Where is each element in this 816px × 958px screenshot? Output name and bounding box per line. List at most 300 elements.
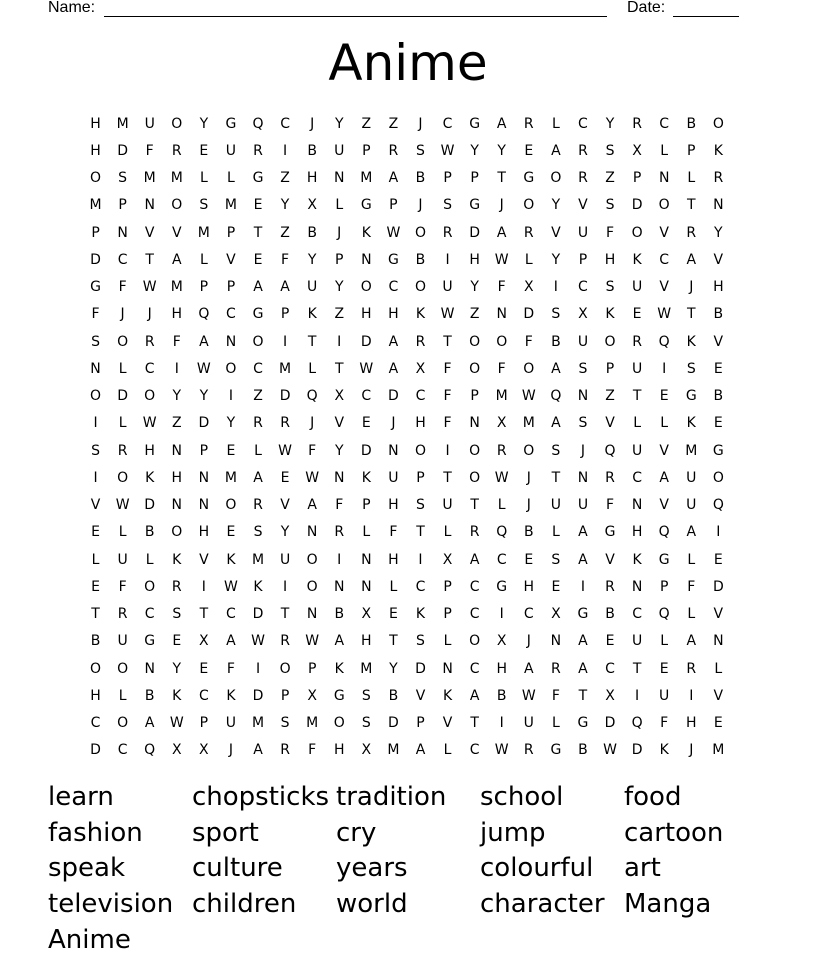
grid-cell[interactable]: T [470,497,479,514]
grid-cell[interactable]: X [523,279,534,296]
grid-cell[interactable]: X [307,687,317,704]
grid-cell[interactable]: V [226,251,236,268]
grid-cell[interactable]: X [334,388,345,405]
grid-cell[interactable]: T [145,251,154,268]
grid-cell[interactable]: X [307,197,317,214]
grid-cell[interactable]: U [659,687,670,704]
grid-cell[interactable]: S [91,333,100,350]
grid-cell[interactable]: N [631,578,643,595]
grid-cell[interactable]: Z [361,115,372,132]
grid-cell[interactable]: C [659,251,670,268]
grid-cell[interactable]: K [361,469,371,486]
grid-cell[interactable]: B [307,224,317,241]
grid-cell[interactable]: B [415,251,426,268]
grid-cell[interactable]: A [551,142,561,159]
grid-cell[interactable]: O [550,170,562,187]
grid-cell[interactable]: O [306,551,318,568]
grid-cell[interactable]: Z [280,170,290,187]
grid-cell[interactable]: H [361,306,372,323]
grid-cell[interactable]: F [497,279,506,296]
grid-cell[interactable]: H [388,497,399,514]
grid-cell[interactable]: L [308,360,317,377]
grid-cell[interactable]: T [551,469,561,486]
grid-cell[interactable]: T [578,687,588,704]
grid-cell[interactable]: J [499,197,504,214]
grid-cell[interactable]: X [605,687,615,704]
grid-cell[interactable]: J [418,115,423,132]
grid-cell[interactable]: I [228,388,233,405]
grid-cell[interactable]: L [660,633,669,650]
grid-cell[interactable]: R [713,170,724,187]
grid-cell[interactable]: D [523,306,535,323]
grid-cell[interactable]: Y [334,279,344,296]
grid-cell[interactable]: F [172,333,181,350]
grid-cell[interactable]: L [551,524,560,541]
grid-cell[interactable]: V [578,197,588,214]
grid-cell[interactable]: N [442,660,453,677]
grid-cell[interactable]: G [604,524,616,541]
grid-cell[interactable]: W [494,742,509,759]
grid-cell[interactable]: G [225,115,237,132]
grid-cell[interactable]: J [120,306,125,323]
grid-cell[interactable]: F [335,497,344,514]
grid-cell[interactable]: D [631,742,643,759]
grid-cell[interactable]: W [115,497,130,514]
grid-cell[interactable]: I [174,360,179,377]
grid-cell[interactable]: R [117,606,128,623]
grid-cell[interactable]: L [118,360,127,377]
grid-cell[interactable]: N [388,442,399,459]
grid-cell[interactable]: C [632,606,642,623]
grid-cell[interactable]: L [660,142,669,159]
grid-cell[interactable]: S [416,633,425,650]
grid-cell[interactable]: A [253,279,263,296]
grid-cell[interactable]: O [712,469,724,486]
grid-cell[interactable]: F [308,742,317,759]
grid-cell[interactable]: R [523,115,534,132]
grid-cell[interactable]: G [658,551,670,568]
grid-cell[interactable]: R [578,170,588,187]
grid-cell[interactable]: U [225,142,237,159]
grid-cell[interactable]: M [306,715,319,732]
grid-cell[interactable]: Q [144,742,156,759]
grid-cell[interactable]: W [521,388,536,405]
grid-cell[interactable]: E [632,306,642,323]
grid-cell[interactable]: A [144,715,155,732]
grid-cell[interactable]: K [226,687,236,704]
grid-cell[interactable]: H [198,524,210,541]
grid-cell[interactable]: E [199,142,209,159]
grid-cell[interactable]: S [578,415,588,432]
grid-cell[interactable]: U [117,551,128,568]
grid-cell[interactable]: V [659,497,669,514]
grid-cell[interactable]: B [713,388,724,405]
grid-cell[interactable]: T [632,660,642,677]
grid-cell[interactable]: M [170,170,183,187]
grid-cell[interactable]: I [716,524,721,541]
grid-cell[interactable]: E [199,660,209,677]
grid-cell[interactable]: D [360,442,372,459]
grid-cell[interactable]: E [253,251,263,268]
grid-cell[interactable]: C [226,606,236,623]
grid-cell[interactable]: N [334,469,345,486]
grid-cell[interactable]: R [253,415,263,432]
grid-cell[interactable]: A [334,633,345,650]
grid-cell[interactable]: E [659,660,669,677]
grid-cell[interactable]: B [578,742,588,759]
grid-cell[interactable]: G [333,687,345,704]
grid-cell[interactable]: R [686,224,697,241]
grid-cell[interactable]: H [144,442,155,459]
grid-cell[interactable]: S [551,442,561,459]
grid-cell[interactable]: N [144,197,155,214]
grid-cell[interactable]: S [605,279,615,296]
grid-cell[interactable]: P [280,687,290,704]
grid-cell[interactable]: O [414,224,426,241]
grid-cell[interactable]: D [252,606,264,623]
grid-cell[interactable]: U [631,442,643,459]
grid-cell[interactable]: D [388,388,399,405]
grid-cell[interactable]: I [255,660,261,677]
grid-cell[interactable]: K [659,742,669,759]
grid-cell[interactable]: D [117,388,128,405]
grid-cell[interactable]: B [334,606,345,623]
grid-cell[interactable]: R [469,524,480,541]
grid-cell[interactable]: I [93,415,98,432]
grid-cell[interactable]: C [469,660,480,677]
grid-cell[interactable]: L [524,251,533,268]
grid-cell[interactable]: S [416,497,425,514]
grid-cell[interactable]: S [551,551,561,568]
grid-cell[interactable]: V [605,551,615,568]
grid-cell[interactable]: G [577,606,589,623]
grid-cell[interactable]: V [713,687,724,704]
grid-cell[interactable]: V [713,606,724,623]
grid-cell[interactable]: F [118,578,127,595]
grid-cell[interactable]: M [495,388,508,405]
grid-cell[interactable]: U [144,115,155,132]
grid-cell[interactable]: A [524,660,534,677]
grid-cell[interactable]: F [524,333,533,350]
grid-cell[interactable]: E [280,469,290,486]
grid-cell[interactable]: E [524,551,534,568]
grid-cell[interactable]: M [224,197,237,214]
grid-cell[interactable]: A [496,115,507,132]
grid-cell[interactable]: H [388,306,399,323]
grid-cell[interactable]: W [657,306,672,323]
grid-cell[interactable]: F [443,415,452,432]
grid-cell[interactable]: A [578,524,588,541]
grid-cell[interactable]: K [172,687,182,704]
grid-cell[interactable]: P [199,715,209,732]
grid-cell[interactable]: U [523,715,534,732]
grid-cell[interactable]: D [198,415,210,432]
grid-cell[interactable]: A [469,551,480,568]
grid-cell[interactable]: F [91,306,100,323]
grid-cell[interactable]: E [226,524,236,541]
grid-cell[interactable]: F [118,279,127,296]
grid-cell[interactable]: C [361,388,372,405]
grid-cell[interactable]: C [388,279,399,296]
grid-cell[interactable]: R [605,578,615,595]
grid-cell[interactable]: G [387,251,399,268]
grid-cell[interactable]: Y [307,251,317,268]
grid-cell[interactable]: Q [198,306,210,323]
grid-cell[interactable]: Q [631,715,643,732]
grid-cell[interactable]: F [551,687,560,704]
grid-cell[interactable]: U [117,633,128,650]
grid-cell[interactable]: S [361,687,371,704]
grid-cell[interactable]: O [712,115,724,132]
grid-cell[interactable]: Q [496,524,508,541]
grid-cell[interactable]: L [227,170,235,187]
grid-cell[interactable]: F [660,715,669,732]
grid-cell[interactable]: O [306,578,318,595]
grid-cell[interactable]: F [281,251,290,268]
grid-cell[interactable]: E [91,578,100,595]
grid-cell[interactable]: H [90,142,101,159]
grid-cell[interactable]: K [632,251,642,268]
grid-cell[interactable]: P [199,442,209,459]
grid-cell[interactable]: V [551,224,561,241]
grid-cell[interactable]: Y [470,142,479,159]
grid-cell[interactable]: U [442,497,453,514]
grid-cell[interactable]: B [523,524,534,541]
grid-cell[interactable]: G [469,115,481,132]
grid-cell[interactable]: L [145,551,154,568]
grid-cell[interactable]: O [496,333,508,350]
grid-cell[interactable]: C [442,115,453,132]
grid-cell[interactable]: K [686,415,696,432]
grid-cell[interactable]: A [388,333,399,350]
grid-cell[interactable]: U [577,333,589,350]
grid-cell[interactable]: N [631,497,643,514]
grid-cell[interactable]: X [171,742,182,759]
grid-cell[interactable]: R [117,442,128,459]
grid-cell[interactable]: I [662,360,667,377]
grid-cell[interactable]: V [659,442,669,459]
grid-cell[interactable]: D [117,142,128,159]
grid-cell[interactable]: F [389,524,398,541]
grid-cell[interactable]: Q [604,442,616,459]
grid-cell[interactable]: T [416,524,425,541]
grid-cell[interactable]: W [521,687,536,704]
date-field-line[interactable] [673,16,739,17]
grid-cell[interactable]: G [252,170,264,187]
grid-cell[interactable]: W [278,442,292,459]
grid-cell[interactable]: K [713,142,723,159]
grid-cell[interactable]: A [578,660,588,677]
grid-cell[interactable]: Z [334,306,345,323]
grid-cell[interactable]: V [659,224,669,241]
grid-cell[interactable]: O [225,360,237,377]
grid-cell[interactable]: K [415,306,426,323]
grid-cell[interactable]: O [117,660,129,677]
grid-cell[interactable]: H [333,742,345,759]
grid-cell[interactable]: S [578,360,588,377]
grid-cell[interactable]: P [307,660,317,677]
grid-cell[interactable]: Z [388,115,399,132]
grid-cell[interactable]: S [605,197,615,214]
grid-cell[interactable]: U [631,360,643,377]
grid-cell[interactable]: D [90,251,101,268]
grid-cell[interactable]: L [118,415,127,432]
grid-cell[interactable]: P [118,197,127,214]
grid-cell[interactable]: Y [334,115,344,132]
grid-cell[interactable]: A [496,224,507,241]
grid-cell[interactable]: L [687,551,696,568]
grid-cell[interactable]: O [171,524,183,541]
grid-cell[interactable]: Q [658,333,670,350]
grid-cell[interactable]: P [687,142,696,159]
grid-cell[interactable]: N [334,578,345,595]
grid-cell[interactable]: O [90,660,102,677]
grid-cell[interactable]: T [253,224,263,241]
grid-cell[interactable]: C [415,578,426,595]
grid-cell[interactable]: M [251,715,265,732]
grid-cell[interactable]: L [687,170,696,187]
grid-cell[interactable]: B [307,142,317,159]
grid-cell[interactable]: W [142,415,157,432]
grid-cell[interactable]: J [526,633,531,650]
grid-cell[interactable]: T [443,333,452,350]
grid-cell[interactable]: Y [226,415,236,432]
grid-cell[interactable]: T [91,606,100,623]
grid-cell[interactable]: K [442,687,453,704]
grid-cell[interactable]: W [440,306,455,323]
grid-cell[interactable]: H [90,687,101,704]
grid-cell[interactable]: E [659,388,669,405]
grid-cell[interactable]: P [389,197,398,214]
grid-cell[interactable]: B [713,306,724,323]
grid-cell[interactable]: N [198,469,210,486]
grid-cell[interactable]: O [360,279,372,296]
grid-cell[interactable]: M [197,224,210,241]
grid-cell[interactable]: B [90,633,101,650]
grid-cell[interactable]: A [415,742,426,759]
grid-cell[interactable]: G [90,279,101,296]
grid-cell[interactable]: W [494,251,509,268]
grid-cell[interactable]: G [144,633,156,650]
grid-cell[interactable]: D [469,224,481,241]
grid-cell[interactable]: C [253,360,263,377]
grid-cell[interactable]: H [415,415,426,432]
grid-cell[interactable]: L [362,524,371,541]
grid-cell[interactable]: N [225,333,237,350]
grid-cell[interactable]: O [171,197,183,214]
grid-cell[interactable]: E [172,633,182,650]
grid-cell[interactable]: D [631,197,643,214]
grid-cell[interactable]: U [225,715,237,732]
grid-cell[interactable]: L [118,524,127,541]
grid-cell[interactable]: Y [497,142,506,159]
grid-cell[interactable]: L [551,715,560,732]
grid-cell[interactable]: D [360,333,372,350]
grid-cell[interactable]: N [117,224,128,241]
grid-cell[interactable]: O [279,660,291,677]
grid-cell[interactable]: B [496,687,507,704]
grid-cell[interactable]: J [689,742,694,759]
grid-cell[interactable]: M [143,170,156,187]
grid-cell[interactable]: K [172,551,182,568]
grid-cell[interactable]: R [523,224,534,241]
grid-cell[interactable]: Z [605,388,615,405]
grid-cell[interactable]: R [280,633,290,650]
grid-cell[interactable]: P [416,469,425,486]
grid-cell[interactable]: O [658,197,670,214]
grid-cell[interactable]: F [687,578,696,595]
grid-cell[interactable]: P [91,224,100,241]
grid-cell[interactable]: N [361,578,372,595]
grid-cell[interactable]: H [523,578,535,595]
grid-cell[interactable]: H [496,660,507,677]
grid-cell[interactable]: P [226,224,236,241]
grid-cell[interactable]: R [551,660,561,677]
grid-cell[interactable]: Z [469,306,480,323]
grid-cell[interactable]: T [686,197,696,214]
grid-cell[interactable]: O [469,333,481,350]
grid-cell[interactable]: L [199,170,208,187]
grid-cell[interactable]: O [469,442,481,459]
grid-cell[interactable]: F [443,360,452,377]
grid-cell[interactable]: E [91,524,100,541]
grid-cell[interactable]: O [117,715,129,732]
grid-cell[interactable]: N [171,442,183,459]
grid-cell[interactable]: E [253,197,263,214]
grid-cell[interactable]: S [686,360,696,377]
grid-cell[interactable]: U [577,497,589,514]
grid-cell[interactable]: T [280,606,290,623]
grid-cell[interactable]: J [337,224,342,241]
grid-cell[interactable]: V [334,415,345,432]
grid-cell[interactable]: P [335,251,344,268]
grid-cell[interactable]: V [171,224,182,241]
grid-cell[interactable]: B [415,170,426,187]
grid-cell[interactable]: J [418,197,423,214]
grid-cell[interactable]: Y [280,197,290,214]
grid-cell[interactable]: N [334,170,345,187]
grid-cell[interactable]: D [604,715,616,732]
grid-cell[interactable]: O [117,333,129,350]
grid-cell[interactable]: G [360,197,372,214]
grid-cell[interactable]: Q [658,524,670,541]
grid-cell[interactable]: N [171,497,183,514]
grid-cell[interactable]: T [307,333,317,350]
grid-cell[interactable]: N [577,388,589,405]
grid-cell[interactable]: W [359,360,374,377]
grid-cell[interactable]: M [279,360,292,377]
grid-cell[interactable]: J [147,306,152,323]
grid-cell[interactable]: I [93,469,98,486]
grid-cell[interactable]: A [280,279,290,296]
grid-cell[interactable]: P [362,497,371,514]
grid-cell[interactable]: P [659,578,669,595]
grid-cell[interactable]: P [362,142,371,159]
grid-cell[interactable]: A [307,497,317,514]
grid-cell[interactable]: O [144,578,156,595]
grid-cell[interactable]: Y [199,388,209,405]
grid-cell[interactable]: X [496,415,507,432]
grid-cell[interactable]: O [604,333,616,350]
grid-cell[interactable]: N [361,551,372,568]
grid-cell[interactable]: G [469,197,481,214]
grid-cell[interactable]: R [253,497,263,514]
grid-cell[interactable]: J [526,469,531,486]
grid-cell[interactable]: R [605,469,615,486]
grid-cell[interactable]: E [226,442,236,459]
grid-cell[interactable]: X [496,633,507,650]
grid-cell[interactable]: I [445,251,450,268]
